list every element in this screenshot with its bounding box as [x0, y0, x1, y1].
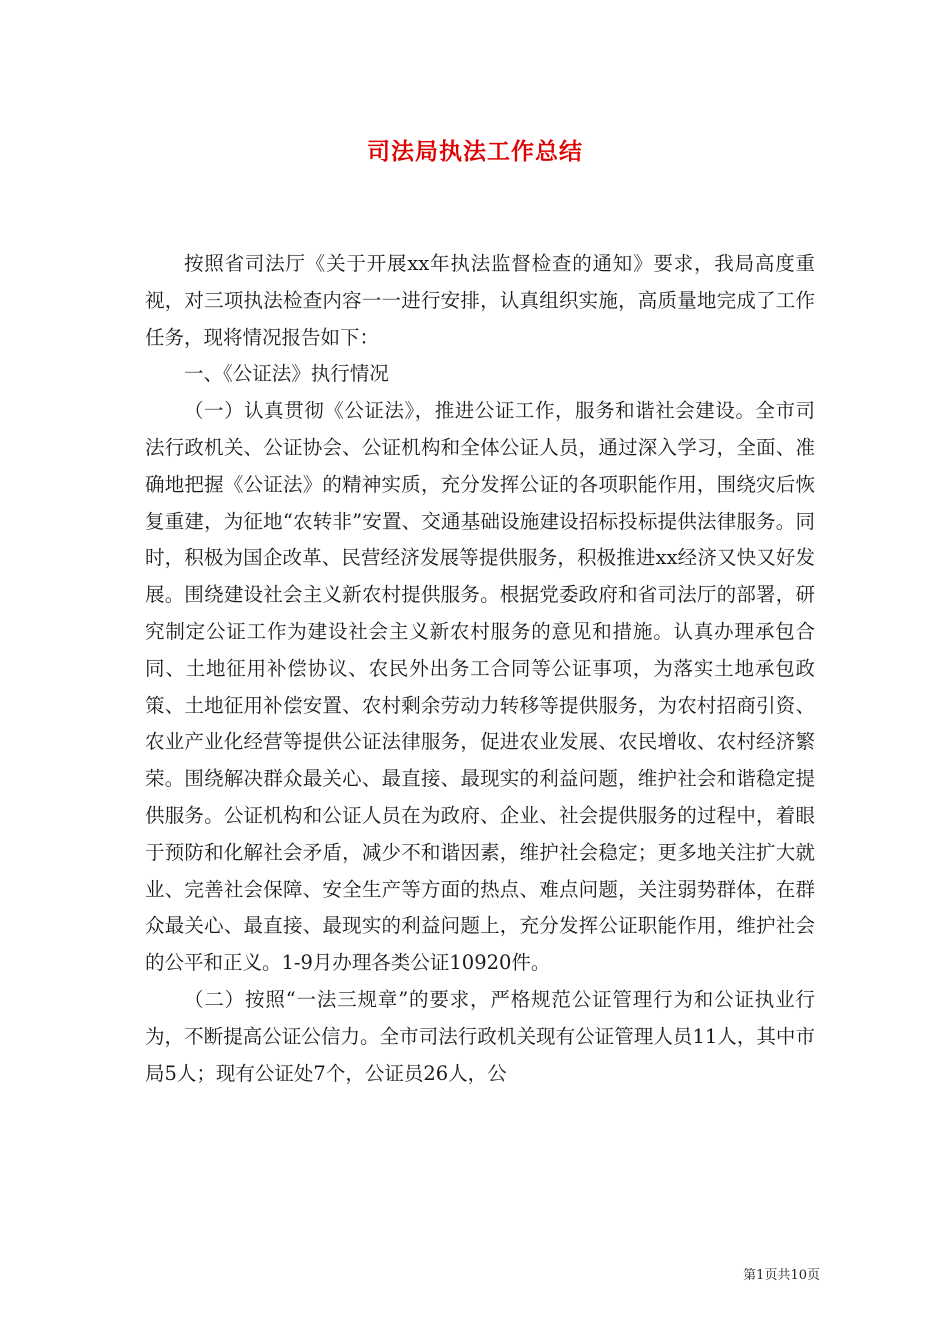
section-heading: 一、《公证法》执行情况 [184, 362, 389, 386]
document-body [145, 246, 815, 1092]
intro-paragraph: 按照省司法厅《关于开展xx年执法监督检查的通知》要求，我局高度重视，对三项执法检查内容一一进行安排，认真组织实施，高质量地完成了工作任务，现将情况报告如下： [145, 252, 815, 349]
body-paragraph: （一）认真贯彻《公证法》，推进公证工作，服务和谐社会建设。全市司法行政机关、公证协会、公证机构和全体公证人员，通过深入学习，全面、准确地把握《公证法》的精神实质，充分发挥公证的各项职能作用，围绕灾后恢复重建，为征地“农转非”安置、交通基础设施建设招标投标提供法律服务。同时，积极为国企改革、民营经济发展等提供服务，积极推进xx经济又快又好发展。围绕建设社会主义新农村提供服务。根据党委政府和省司法厅的部署，研究制定公证工作为建设社会主义新农村服务的意见和措施。认真办理承包合同、土地征用补偿协议、农民外出务工合同等公证事项，为落实土地承包政策、土地征用补偿安置、农村剩余劳动力转移等提供服务，为农村招商引资、农业产业化经营等提供公证法律服务，促进农业发展、农民增收、农村经济繁荣。围绕解决群众最关心、最直接、最现实的利益问题，维护社会和谐稳定提供服务。公证机构和公证人员在为政府、企业、社会提供服务的过程中，着眼于预防和化解社会矛盾，减少不和谐因素，维护社会稳定；更多地关注扩大就业、完善社会保障、安全生产等方面的热点、难点问题，关注弱势群体，在群众最关心、最直接、最现实的利益问题上，充分发挥公证职能作用，维护社会的公平和正义。1-9月办理各类公证10920件。 [145, 399, 815, 975]
page-number: 第1页共10页 [743, 1268, 820, 1283]
document-title: 司法局执法工作总结 [367, 138, 583, 165]
body-paragraph: （二）按照“一法三规章”的要求，严格规范公证管理行为和公证执业行为，不断提高公证公信力。全市司法行政机关现有公证管理人员11人，其中市局5人；现有公证处7个，公证员26人，公 [145, 987, 815, 1085]
